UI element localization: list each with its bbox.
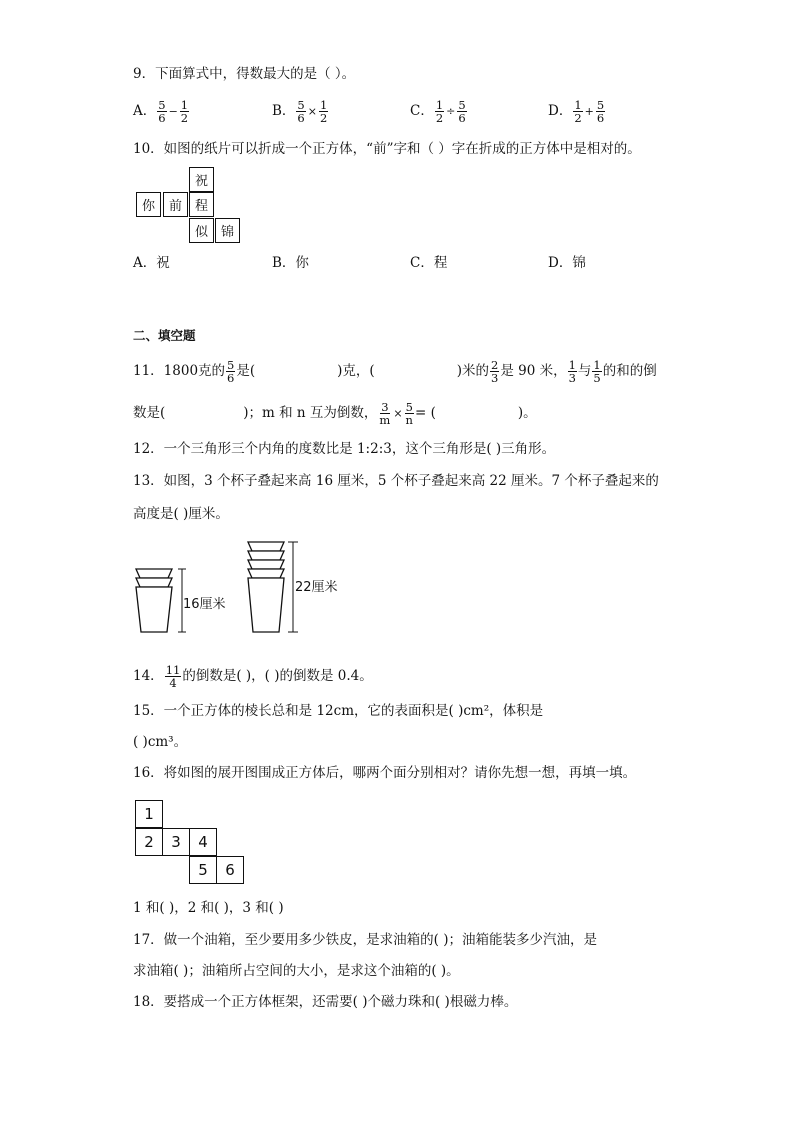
- net-face-5: 5: [189, 856, 217, 884]
- q13-line1: 13．如图，3 个杯子叠起来高 16 厘米，5 个杯子叠起来高 22 厘米。7 个杯子叠起来的: [133, 473, 659, 489]
- net-face-6: 6: [216, 856, 244, 884]
- q9-option-b[interactable]: B． $\frac{5}{6}$ × $\frac{1}{2}$: [272, 98, 328, 125]
- cup-body: [136, 587, 172, 632]
- q10-option-d[interactable]: D．锦: [548, 255, 586, 271]
- q9-option-d[interactable]: D． $\frac{1}{2}$ + $\frac{5}{6}$: [548, 98, 605, 125]
- q10-option-c[interactable]: C．程: [410, 255, 448, 271]
- cup-rim: [248, 551, 284, 560]
- q16-stem: 16．将如图的展开图围成正方体后，哪两个面分别相对？请你先想一想，再填一填。: [133, 765, 637, 781]
- q17-line2: 求油箱( )；油箱所占空间的大小，是求这个油箱的( )。: [133, 963, 460, 979]
- stacked-cups-figure: [128, 536, 348, 640]
- net-face-ni: 你: [136, 192, 161, 217]
- fraction: $\frac{5}{6}$: [596, 98, 605, 125]
- section-heading: 二、填空题: [133, 328, 196, 343]
- q10-option-b[interactable]: B．你: [272, 255, 309, 271]
- cup-rim: [136, 569, 172, 578]
- fraction: $\frac{2}{3}$: [490, 358, 499, 385]
- q10-option-a[interactable]: A．祝: [133, 255, 170, 271]
- net-face-1: 1: [135, 800, 163, 828]
- q18-text: 18．要搭成一个正方体框架，还需要( )个磁力珠和( )根磁力棒。: [133, 994, 518, 1010]
- fraction: $\frac{5}{n}$: [405, 400, 413, 427]
- cup-body: [248, 578, 284, 632]
- cup-rim: [248, 560, 284, 569]
- fraction: $\frac{1}{2}$: [574, 98, 582, 125]
- net-face-si: 似: [189, 218, 214, 243]
- fraction: $\frac{5}{6}$: [458, 98, 466, 125]
- height-label-5-cups: 22厘米: [295, 580, 338, 595]
- fraction: $\frac{5}{6}$: [227, 358, 235, 385]
- q12-text: 12．一个三角形三个内角的度数比是 1:2:3，这个三角形是( )三角形。: [133, 441, 556, 457]
- cup-rim: [248, 569, 284, 578]
- q15-line2: ( )cm³。: [133, 734, 188, 750]
- fraction: $\frac{1}{2}$: [319, 98, 328, 125]
- q15-line1: 15．一个正方体的棱长总和是 12cm，它的表面积是( )cm²，体积是: [133, 703, 544, 719]
- net-face-3: 3: [162, 828, 190, 856]
- cup-rim: [136, 578, 172, 587]
- q17-line1: 17．做一个油箱，至少要用多少铁皮，是求油箱的( )；油箱能装多少汽油，是: [133, 932, 598, 948]
- cup-rim: [248, 542, 284, 551]
- net-face-zhu: 祝: [189, 167, 214, 192]
- fraction: $\frac{1}{3}$: [568, 358, 576, 385]
- net-face-2: 2: [135, 828, 163, 856]
- q9-option-a[interactable]: A． $\frac{5}{6}$ − $\frac{1}{2}$: [133, 98, 189, 125]
- net-face-jin: 锦: [215, 218, 240, 243]
- q11-line2: 数是( )；m 和 n 互为倒数， $\frac{3}{m}$ × $\frac{5}{n}$ = ( )。: [133, 400, 537, 427]
- q9-stem: 9．下面算式中，得数最大的是（ ）。: [133, 66, 356, 82]
- fraction: $\frac{5}{6}$: [297, 98, 305, 125]
- q10-stem: 10．如图的纸片可以折成一个正方体，“前”字和（ ）字在折成的正方体中是相对的。: [133, 141, 641, 157]
- net-face-cheng: 程: [189, 192, 214, 217]
- fraction: $\frac{11}{4}$: [165, 663, 181, 690]
- fraction: $\frac{5}{6}$: [158, 98, 166, 125]
- q11-line1: 11．1800克的 $\frac{5}{6}$ 是( )克，( )米的 $\frac{2}{3}$ 是 90 米， $\frac{1}{3}$ 与 $\frac{1}{5}$ 的和的倒: [133, 358, 657, 385]
- fraction: $\frac{1}{5}$: [593, 358, 601, 385]
- q14-text: 14． $\frac{11}{4}$ 的倒数是( )，( )的倒数是 0.4。: [133, 663, 373, 690]
- fraction: $\frac{1}{2}$: [180, 98, 189, 125]
- net-face-4: 4: [189, 828, 217, 856]
- net-face-qian: 前: [163, 192, 188, 217]
- q13-line2: 高度是( )厘米。: [133, 506, 229, 522]
- height-label-3-cups: 16厘米: [183, 597, 226, 612]
- fraction: $\frac{3}{m}$: [379, 400, 391, 427]
- q9-option-c[interactable]: C． $\frac{1}{2}$ ÷ $\frac{5}{6}$: [410, 98, 466, 125]
- fraction: $\frac{1}{2}$: [435, 98, 444, 125]
- q16-answer: 1 和( )，2 和( )，3 和( ): [133, 900, 284, 916]
